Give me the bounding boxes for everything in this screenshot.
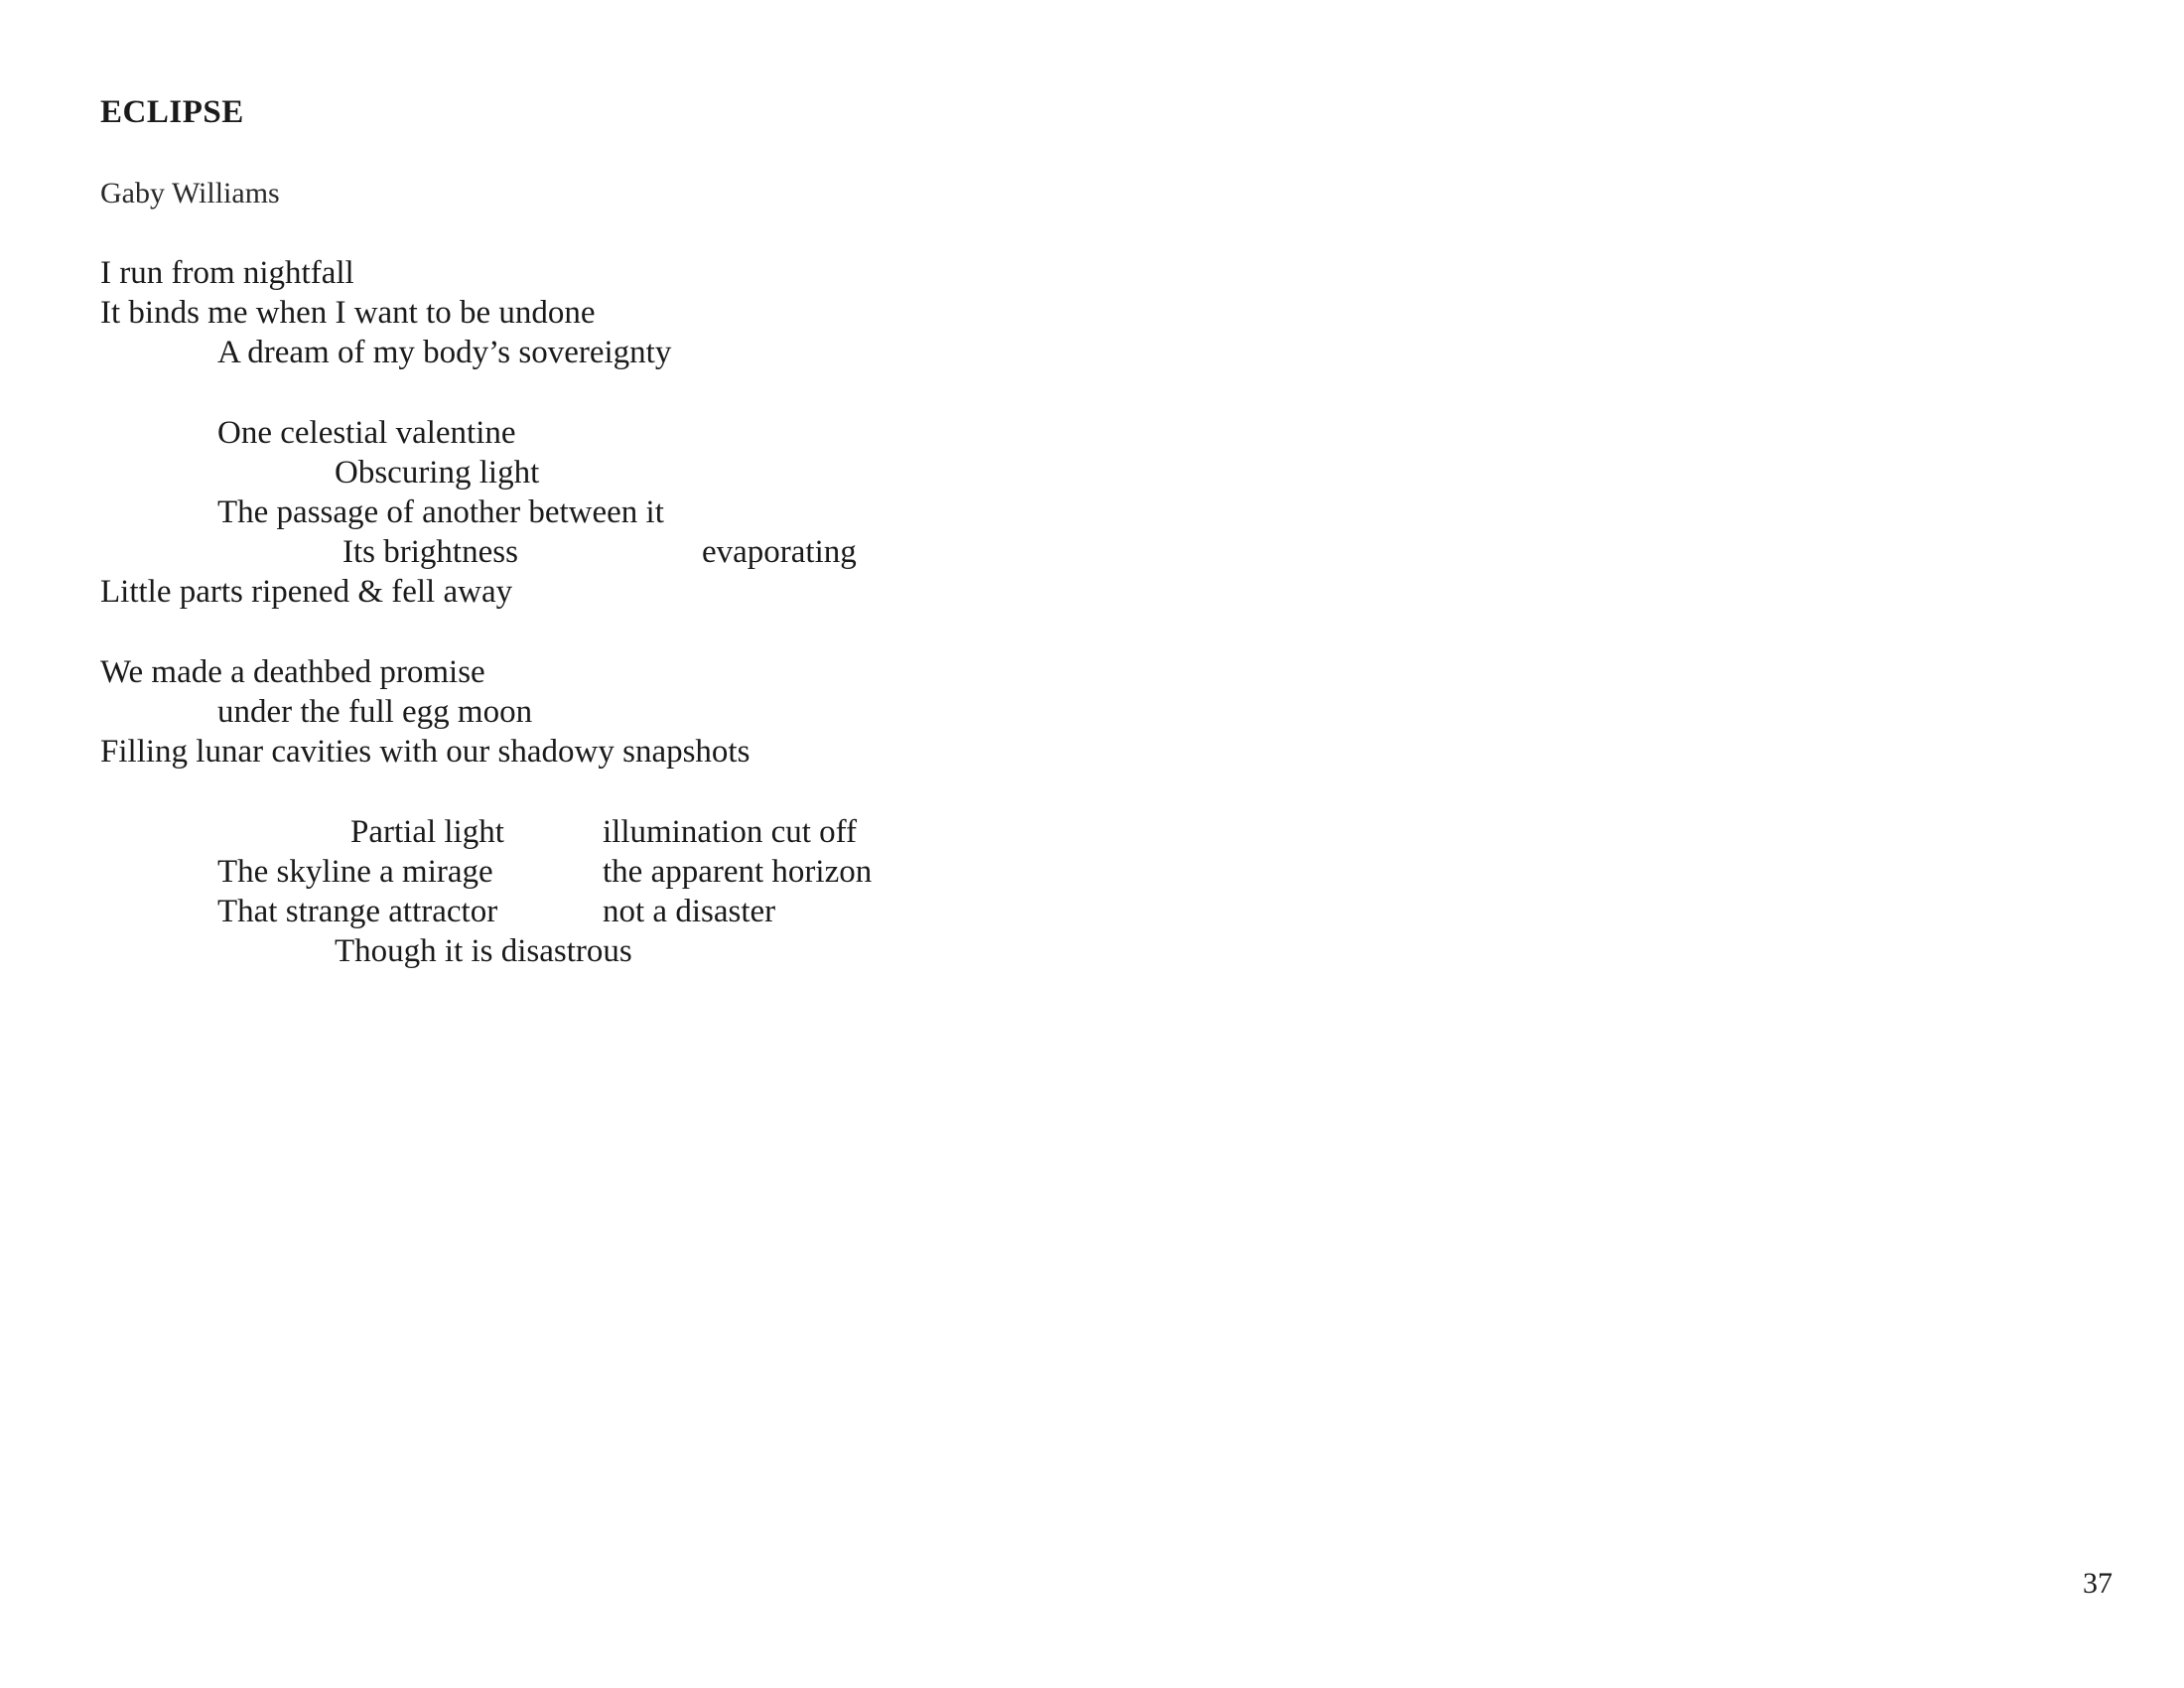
poem-line: Its brightness <box>342 534 518 570</box>
poem-line: The passage of another between it <box>217 494 664 530</box>
poem-line: illumination cut off <box>603 814 858 850</box>
poem-line: Obscuring light <box>335 455 540 491</box>
poem-line: the apparent horizon <box>603 854 873 890</box>
poem-title: ECLIPSE <box>100 94 244 130</box>
poem-author: Gaby Williams <box>100 177 280 210</box>
poem-line: evaporating <box>702 534 857 570</box>
poem-line: One celestial valentine <box>217 415 516 451</box>
poem-line: Filling lunar cavities with our shadowy snapshots <box>100 734 751 770</box>
poem-line: not a disaster <box>603 894 776 929</box>
poem-line: That strange attractor <box>217 894 498 929</box>
poem-line: I run from nightfall <box>100 255 354 291</box>
poem-line: It binds me when I want to be undone <box>100 295 596 331</box>
poem-line: Partial light <box>350 814 504 850</box>
poem-line: A dream of my body’s sovereignty <box>217 335 672 370</box>
poem-line: The skyline a mirage <box>217 854 493 890</box>
page-number: 37 <box>2083 1567 2113 1600</box>
poem-line: under the full egg moon <box>217 694 533 730</box>
poem-line: We made a deathbed promise <box>100 654 485 690</box>
poem-line: Though it is disastrous <box>335 933 632 969</box>
poem-line: Little parts ripened & fell away <box>100 574 513 610</box>
